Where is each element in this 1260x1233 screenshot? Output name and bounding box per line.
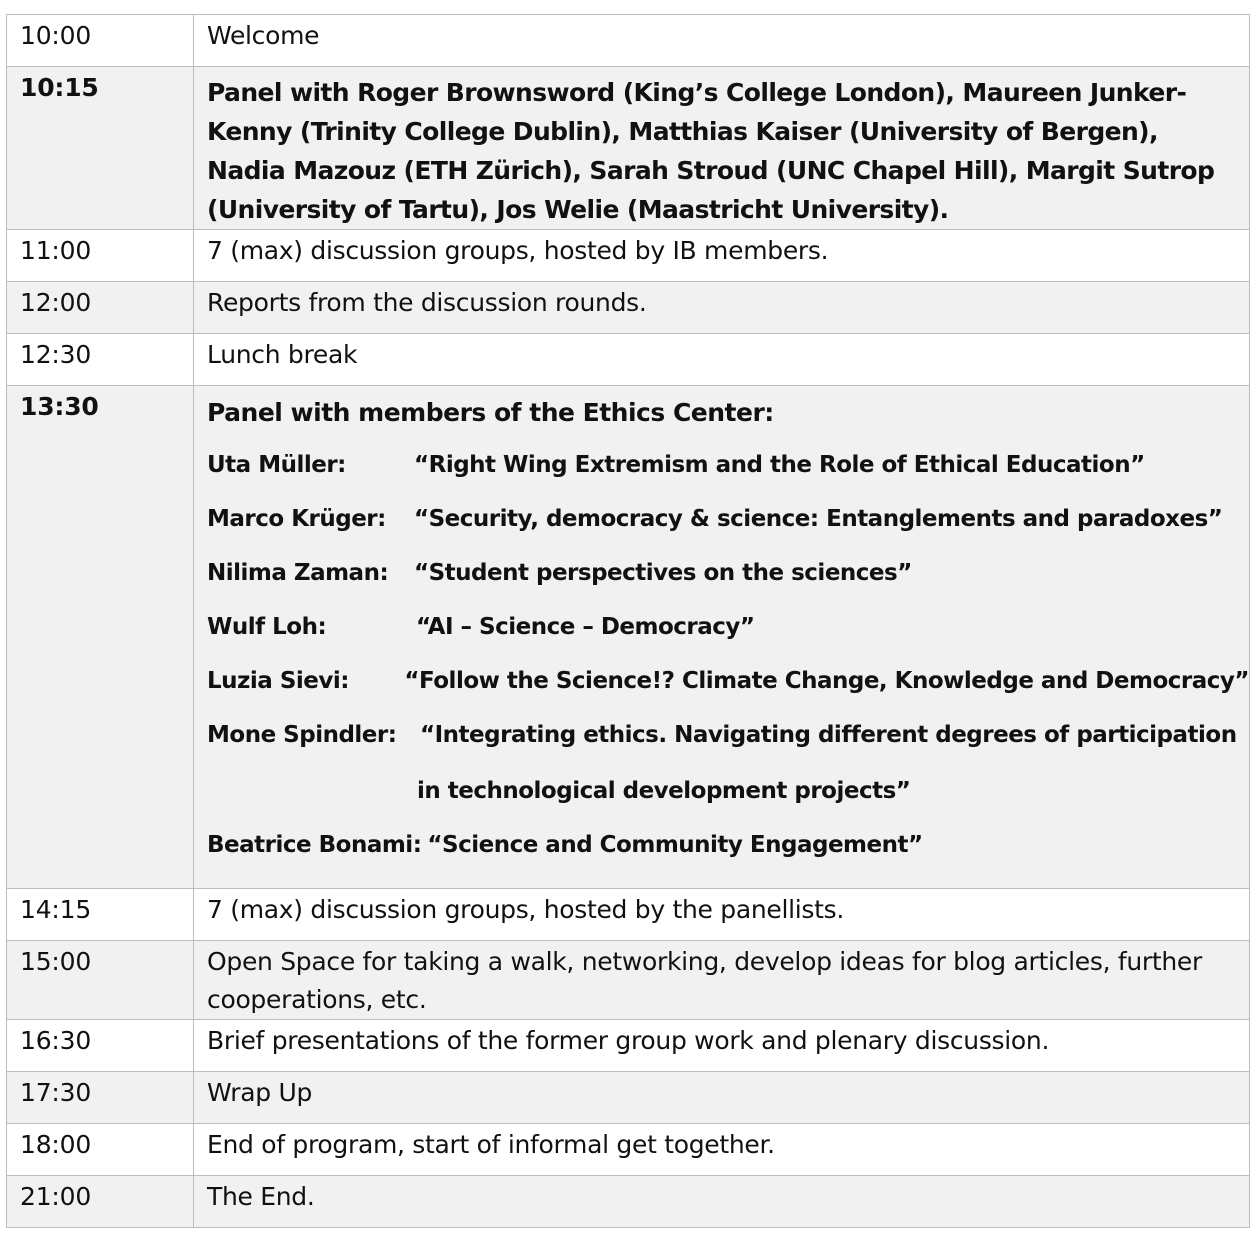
talk-title [417,721,1237,805]
speaker-item [207,505,1249,533]
time-cell: 15:00 [20,947,92,976]
description-cell: End of program, start of informal get together. [207,1130,775,1159]
speaker-list [194,428,1249,865]
schedule-table [6,14,1250,1228]
time-cell: 12:00 [20,288,92,317]
speaker-name: Beatrice Bonami: [207,832,422,858]
schedule-row [7,1124,1250,1176]
schedule-row [7,1072,1250,1124]
talk-title-line-1: “Integrating ethics. Navigating different degrees of participation [420,722,1237,748]
description-cell: 7 (max) discussion groups, hosted by the panellists. [207,895,845,924]
schedule-row-ethics-panel [7,386,1250,889]
schedule-row [7,282,1250,334]
time-cell: 10:00 [20,21,92,50]
schedule-row [7,889,1250,941]
schedule-row [7,1176,1250,1228]
description-cell: Open Space for taking a walk, networking, develop ideas for blog articles, further cooperations, etc. [207,947,1202,1014]
talk-title: “Security, democracy & science: Entanglements and paradoxes” [414,506,1223,532]
description-cell: 7 (max) discussion groups, hosted by IB members. [207,236,829,265]
talk-title: “Science and Community Engagement” [427,832,923,858]
speaker-name: Wulf Loh: [207,614,327,640]
speaker-name: Uta Müller: [207,452,346,478]
time-cell: 11:00 [20,236,92,265]
talk-title-line-2: in technological development projects” [417,778,911,804]
speaker-name: Nilima Zaman: [207,560,389,586]
schedule-row [7,1020,1250,1072]
schedule-row [7,67,1250,230]
talk-title: “Student perspectives on the sciences” [414,560,912,586]
ethics-panel-title: Panel with members of the Ethics Center: [207,398,774,427]
talk-title: “Right Wing Extremism and the Role of Ethical Education” [414,452,1145,478]
description-cell: The End. [207,1182,315,1211]
speaker-item [207,831,1249,859]
speaker-name: Luzia Sievi: [207,668,349,694]
time-cell: 17:30 [20,1078,92,1107]
description-cell: Brief presentations of the former group work and plenary discussion. [207,1026,1050,1055]
time-cell: 18:00 [20,1130,92,1159]
time-cell: 21:00 [20,1182,92,1211]
speaker-name: Marco Krüger: [207,506,386,532]
speaker-name: Mone Spindler: [207,722,397,748]
time-cell: 14:15 [20,895,92,924]
description-cell: Wrap Up [207,1078,313,1107]
talk-title: “AI – Science – Democracy” [416,614,755,640]
speaker-item [207,721,1249,805]
talk-title: “Follow the Science!? Climate Change, Knowledge and Democracy” [404,668,1249,694]
time-cell: 12:30 [20,340,92,369]
schedule-row [7,334,1250,386]
time-cell: 13:30 [20,392,99,421]
speaker-item [207,559,1249,587]
time-cell: 16:30 [20,1026,92,1055]
schedule-row [7,230,1250,282]
description-cell: Lunch break [207,340,358,369]
time-cell: 10:15 [20,73,99,102]
speaker-item [207,667,1249,695]
description-cell: Reports from the discussion rounds. [207,288,647,317]
schedule-row [7,15,1250,67]
speaker-item [207,451,1249,479]
description-cell: Welcome [207,21,320,50]
description-cell: Panel with Roger Brownsword (King’s College London), Maureen Junker-Kenny (Trinity College Dublin), Matthias Kaiser (University of Bergen), Nadia Mazouz (ETH Zürich), Sarah Stroud (UNC Chapel Hill), Margit Sutrop (University of Tartu), Jos Welie (Maastricht University). [207,78,1215,224]
speaker-item [207,613,1249,641]
schedule-row [7,941,1250,1020]
